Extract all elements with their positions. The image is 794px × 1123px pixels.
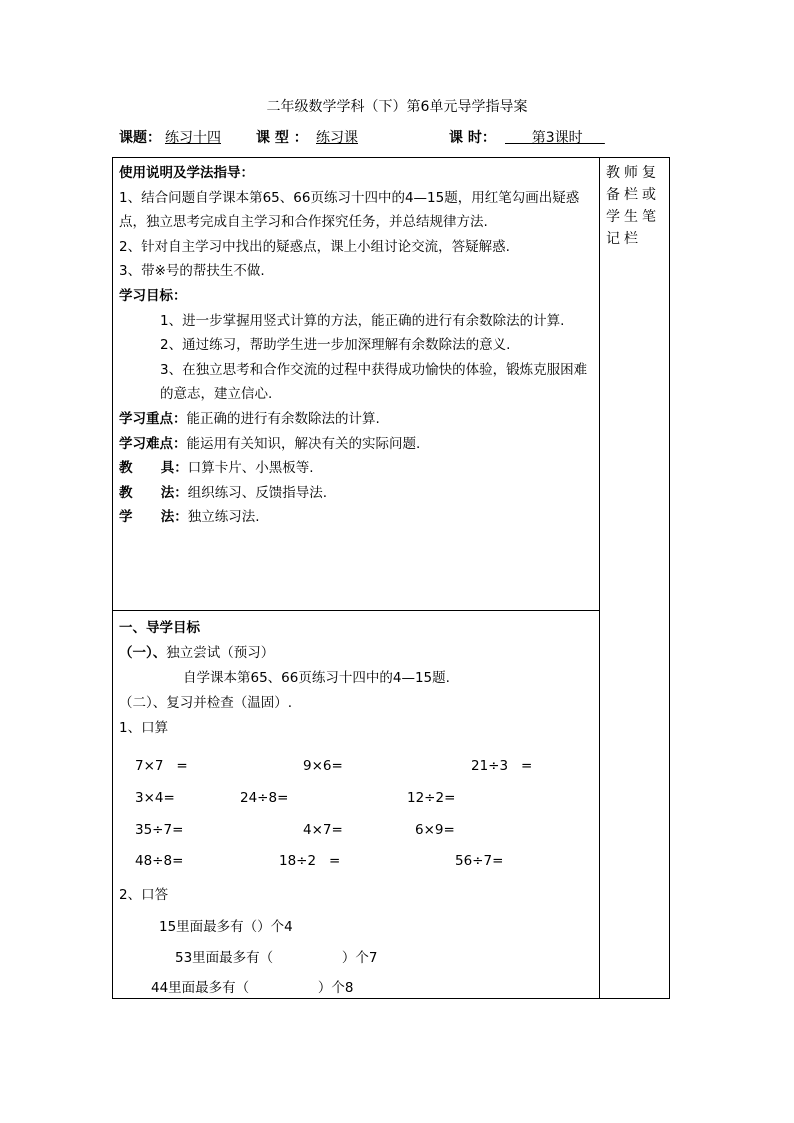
document-title: 二年级数学学科（下）第6单元导学指导案	[266, 99, 528, 115]
objectives-heading: 学习目标：	[119, 287, 187, 304]
learning-method: 学 法：独立练习法.	[119, 509, 260, 526]
oral-item: 44里面最多有（ ）个8	[151, 980, 354, 996]
lesson-table	[112, 157, 670, 999]
teaching-method: 教 法：组织练习、反馈指导法.	[119, 484, 327, 501]
sub-section-1-detail: 自学课本第65、66页练习十四中的4—15题.	[183, 670, 450, 686]
type-value: 练习课	[316, 130, 358, 146]
lesson-meta	[119, 127, 679, 149]
objective-item: 1、进一步掌握用竖式计算的方法，能正确的进行有余数除法的计算.	[160, 312, 565, 329]
notes-column: 教师复备栏或学生笔记栏	[606, 165, 660, 247]
instruction-item: 2、针对自主学习中找出的疑惑点，课上小组讨论交流，答疑解惑.	[119, 238, 510, 255]
type-label: 课 型 ：	[256, 130, 308, 146]
mental-math-row: 7×7 = 9×6= 21÷3 =	[135, 758, 533, 774]
objective-item: 3、在独立思考和合作交流的过程中获得成功愉快的体验，锻炼克服困难的意志，建立信心.	[160, 361, 588, 403]
instructions-section	[119, 161, 595, 530]
objective-item: 2、通过练习，帮助学生进一步加深理解有余数除法的意义.	[160, 337, 511, 354]
section-heading: 一、导学目标	[119, 620, 200, 636]
topic-label: 课题：	[119, 130, 161, 146]
period-value: 第3课时	[505, 130, 605, 146]
key-point: 学习重点：能正确的进行有余数除法的计算.	[119, 410, 380, 427]
oral-item: 53里面最多有（ ）个7	[175, 950, 378, 966]
instruction-item: 3、带※号的帮扶生不做.	[119, 263, 265, 280]
oral-item: 15里面最多有（）个4	[159, 919, 293, 935]
instructions-heading: 使用说明及学法指导：	[119, 165, 254, 181]
period-label: 课 时：	[449, 130, 496, 146]
difficulty: 学习难点：能运用有关知识，解决有关的实际问题.	[119, 435, 421, 452]
topic-value: 练习十四	[165, 130, 221, 146]
column-divider	[599, 158, 600, 998]
mental-math-row: 48÷8= 18÷2 = 56÷7=	[135, 853, 504, 869]
mental-math-heading: 1、口算	[119, 720, 169, 736]
sub-section-2: （二）、复习并检查（温固）.	[119, 695, 293, 711]
oral-heading: 2、口答	[119, 887, 169, 903]
instruction-item: 1、结合问题自学课本第65、66页练习十四中的4—15题，用红笔勾画出疑惑点，独立思考完成自主学习和合作探究任务，并总结规律方法.	[119, 189, 580, 231]
mental-math-row: 35÷7= 4×7= 6×9=	[135, 822, 455, 838]
row-divider	[113, 610, 599, 611]
tools: 教 具：口算卡片、小黑板等.	[119, 460, 314, 477]
mental-math-row: 3×4= 24÷8= 12÷2=	[135, 790, 456, 806]
guided-section	[119, 616, 595, 741]
sub-section-1: （一）、独立尝试（预习）	[119, 645, 275, 661]
